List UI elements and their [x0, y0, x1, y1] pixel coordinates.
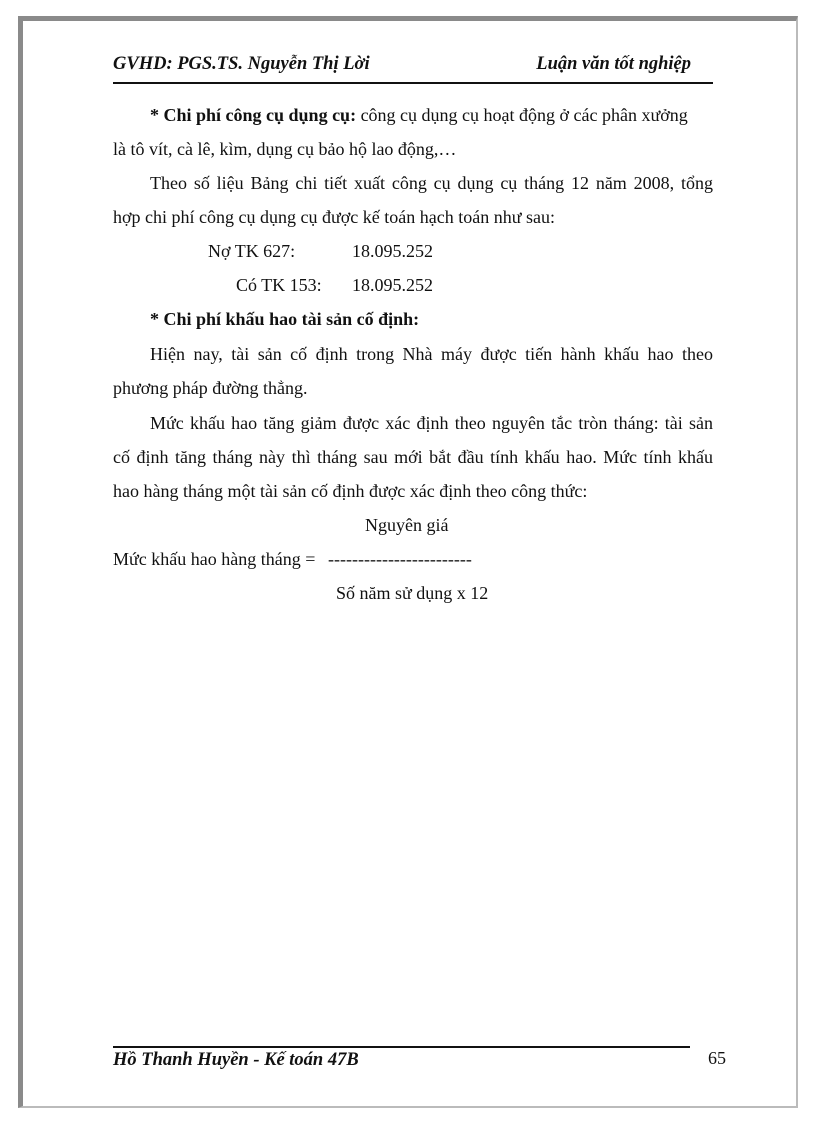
paragraph-tools-cost-line2: là tô vít, cà lê, kìm, dụng cụ bảo hộ lao động,… [113, 139, 457, 159]
entry-credit-label: Có TK 153: [236, 275, 322, 295]
paragraph-rule-line1: Mức khấu hao tăng giảm được xác định theo nguyên tắc tròn tháng: tài sản [150, 413, 713, 433]
heading-tools-cost: * Chi phí công cụ dụng cụ: [150, 105, 357, 125]
entry-debit-label: Nợ TK 627: [208, 241, 296, 261]
formula-label: Mức khấu hao hàng tháng = [113, 549, 316, 569]
page-number: 65 [708, 1048, 726, 1068]
formula-fraction-bar: ------------------------ [328, 549, 472, 569]
footer-author: Hồ Thanh Huyền - Kế toán 47B [113, 1050, 359, 1070]
paragraph-data-line1: Theo số liệu Bảng chi tiết xuất công cụ dụng cụ tháng 12 năm 2008, tổng [150, 173, 713, 193]
header-document-type: Luận văn tốt nghiệp [536, 54, 691, 74]
paragraph-tools-cost-line1 [150, 105, 688, 126]
formula-denominator: Số năm sử dụng x 12 [336, 583, 489, 603]
paragraph-tools-cost-text: công cụ dụng cụ hoạt động ở các phân xưởng [356, 105, 688, 125]
heading-depreciation: * Chi phí khấu hao tài sản cố định: [150, 309, 420, 329]
paragraph-method-line1: Hiện nay, tài sản cố định trong Nhà máy được tiến hành khấu hao theo [150, 344, 713, 364]
entry-credit-value: 18.095.252 [352, 275, 433, 295]
paragraph-data-line2: hợp chi phí công cụ dụng cụ được kế toán hạch toán như sau: [113, 207, 555, 227]
paragraph-method-line2: phương pháp đường thẳng. [113, 378, 308, 398]
paragraph-rule-line3: hao hàng tháng một tài sản cố định được xác định theo công thức: [113, 481, 588, 501]
entry-debit-value: 18.095.252 [352, 241, 433, 261]
paragraph-rule-line2: cố định tăng tháng này thì tháng sau mới bắt đầu tính khấu hao. Mức tính khấu [113, 447, 713, 467]
formula-numerator: Nguyên giá [365, 515, 449, 535]
header-supervisor: GVHD: PGS.TS. Nguyễn Thị Lời [113, 54, 370, 74]
page-header [113, 52, 713, 84]
footer-rule [113, 1046, 690, 1048]
